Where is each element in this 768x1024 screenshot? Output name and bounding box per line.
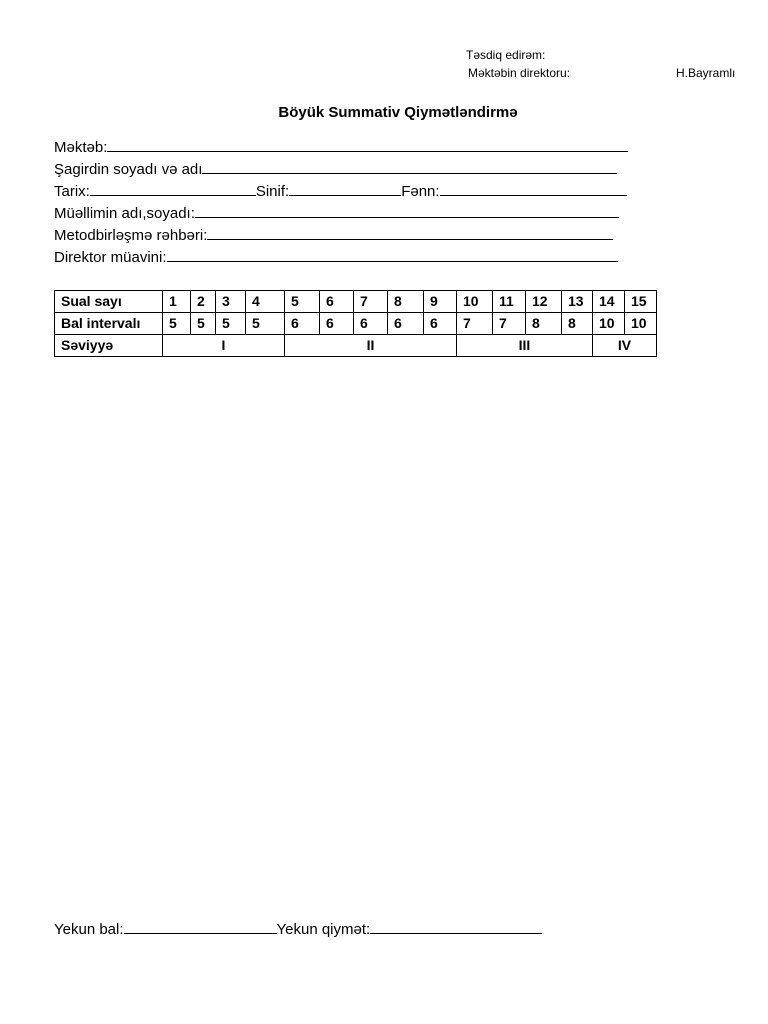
teacher-field xyxy=(54,204,619,224)
levels-row xyxy=(55,335,657,357)
question-cell: 1 xyxy=(163,291,191,313)
points-cell: 8 xyxy=(562,313,593,335)
page-title: Böyük Summativ Qiymətləndirmə xyxy=(278,104,518,121)
question-cell: 2 xyxy=(191,291,216,313)
school-field xyxy=(54,138,628,158)
deputy-field xyxy=(54,248,618,268)
points-label: Bal intervalı xyxy=(55,313,163,335)
question-cell: 8 xyxy=(388,291,424,313)
points-cell: 7 xyxy=(493,313,526,335)
question-cell: 5 xyxy=(285,291,320,313)
question-cell: 14 xyxy=(593,291,625,313)
date-label: Tarix: xyxy=(54,183,90,200)
class-input-line[interactable] xyxy=(289,182,401,196)
questions-label: Sual sayı xyxy=(55,291,163,313)
school-label: Məktəb: xyxy=(54,139,108,156)
question-cell: 3 xyxy=(216,291,246,313)
questions-row xyxy=(55,291,657,313)
footer-row xyxy=(54,920,542,940)
deputy-label: Direktor müavini: xyxy=(54,249,167,266)
teacher-input-line[interactable] xyxy=(195,204,619,218)
question-cell: 15 xyxy=(625,291,657,313)
points-cell: 5 xyxy=(246,313,285,335)
student-label: Şagirdin soyadı və adı xyxy=(54,161,203,178)
class-label: Sinif: xyxy=(255,183,290,200)
final-grade-label: Yekun qiymət: xyxy=(276,921,371,938)
question-cell: 13 xyxy=(562,291,593,313)
points-cell: 6 xyxy=(354,313,388,335)
points-cell: 6 xyxy=(285,313,320,335)
points-cell: 6 xyxy=(388,313,424,335)
score-table xyxy=(54,290,657,357)
subject-input-line[interactable] xyxy=(440,182,627,196)
method-head-field xyxy=(54,226,613,246)
question-cell: 9 xyxy=(424,291,457,313)
points-cell: 6 xyxy=(424,313,457,335)
points-cell: 5 xyxy=(191,313,216,335)
question-cell: 7 xyxy=(354,291,388,313)
points-cell: 10 xyxy=(593,313,625,335)
director-name: H.Bayramlı xyxy=(676,66,736,80)
level-cell: II xyxy=(285,335,457,357)
points-cell: 5 xyxy=(163,313,191,335)
date-input-line[interactable] xyxy=(90,182,256,196)
deputy-input-line[interactable] xyxy=(167,248,618,262)
final-grade-input-line[interactable] xyxy=(370,920,542,934)
approve-label: Təsdiq edirəm: xyxy=(466,48,546,62)
student-input-line[interactable] xyxy=(202,160,617,174)
question-cell: 4 xyxy=(246,291,285,313)
total-points-label: Yekun bal: xyxy=(54,921,124,938)
student-field xyxy=(54,160,617,180)
director-label: Məktəbin direktoru: xyxy=(468,66,571,80)
points-cell: 5 xyxy=(216,313,246,335)
points-cell: 8 xyxy=(526,313,562,335)
points-cell: 7 xyxy=(457,313,493,335)
points-cell: 6 xyxy=(320,313,354,335)
level-cell: I xyxy=(163,335,285,357)
level-cell: III xyxy=(457,335,593,357)
level-cell: IV xyxy=(593,335,657,357)
question-cell: 6 xyxy=(320,291,354,313)
levels-label: Səviyyə xyxy=(55,335,163,357)
points-cell: 10 xyxy=(625,313,657,335)
school-input-line[interactable] xyxy=(107,138,628,152)
subject-label: Fənn: xyxy=(401,183,440,200)
teacher-label: Müəllimin adı,soyadı: xyxy=(54,205,195,222)
total-points-input-line[interactable] xyxy=(124,920,277,934)
points-row xyxy=(55,313,657,335)
method-head-input-line[interactable] xyxy=(207,226,613,240)
method-head-label: Metodbirləşmə rəhbəri: xyxy=(54,227,208,244)
date-class-subject-row xyxy=(54,182,627,202)
question-cell: 10 xyxy=(457,291,493,313)
question-cell: 12 xyxy=(526,291,562,313)
question-cell: 11 xyxy=(493,291,526,313)
